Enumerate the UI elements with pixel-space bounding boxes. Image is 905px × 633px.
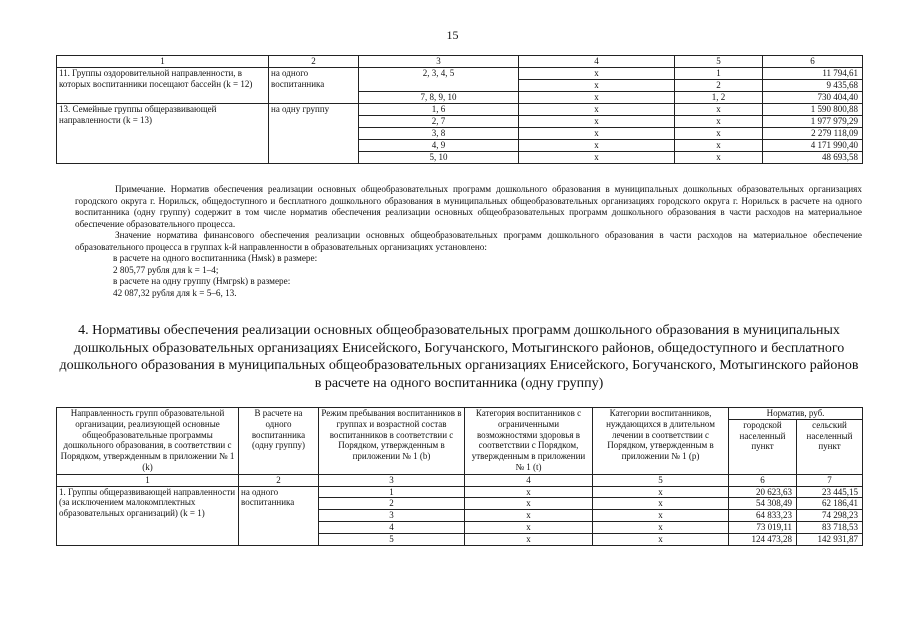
- unit-cell: на одного воспитанника: [239, 486, 319, 545]
- note-line: в расчете на одного воспитанника (Hмsk) в размере:: [113, 253, 318, 263]
- page-number: 15: [446, 28, 459, 42]
- treatment-cell: x: [593, 486, 729, 498]
- col-number: 5: [675, 56, 763, 68]
- col-number: 2: [269, 56, 359, 68]
- header-city: городской населенный пункт: [729, 419, 797, 474]
- treatment-cell: x: [675, 140, 763, 152]
- mode-cell: 4, 9: [359, 140, 519, 152]
- col-number: 4: [519, 56, 675, 68]
- mode-cell: 4: [319, 521, 465, 533]
- treatment-cell: 2: [675, 80, 763, 92]
- category-cell: x: [465, 498, 593, 510]
- col-number: 3: [359, 56, 519, 68]
- rural-norm-cell: 23 445,15: [797, 486, 863, 498]
- category-cell: x: [519, 68, 675, 80]
- mode-cell: 2: [319, 498, 465, 510]
- note-paragraph: Примечание. Норматив обеспечения реализации основных общеобразовательных программ дошкольного образования в муниципальных дошкольных образовательных организациях городского округа г. Норильск, общедоступного и бесплатного дошкольного образования в муниципальных общеобразовательных организациях городского округа г. Норильск в расчете на одного воспитанника (одну группу) содержит в том числе норматив обеспечения реализации основных общеобразовательных программ дошкольного образования в части расходов на материальное обеспечение образовательного процесса.: [75, 184, 862, 229]
- treatment-cell: 1: [675, 68, 763, 80]
- mode-cell: 3: [319, 510, 465, 522]
- treatment-cell: x: [593, 498, 729, 510]
- table-row: [57, 104, 863, 116]
- mode-cell: 5: [319, 533, 465, 545]
- category-cell: x: [519, 140, 675, 152]
- mode-cell: 3, 8: [359, 128, 519, 140]
- category-cell: x: [465, 521, 593, 533]
- table-row: [57, 68, 863, 80]
- category-cell: x: [519, 116, 675, 128]
- col-number: 6: [729, 474, 797, 486]
- category-cell: x: [519, 152, 675, 164]
- norm-cell: 9 435,68: [763, 80, 863, 92]
- treatment-cell: x: [593, 521, 729, 533]
- note-block: [75, 184, 862, 299]
- norm-cell: 4 171 990,40: [763, 140, 863, 152]
- col-number: 5: [593, 474, 729, 486]
- treatment-cell: x: [593, 510, 729, 522]
- treatment-cell: x: [675, 116, 763, 128]
- mode-cell: 1, 6: [359, 104, 519, 116]
- rural-norm-cell: 62 186,41: [797, 498, 863, 510]
- group-name: 1. Группы общеразвивающей направленности (за исключением малокомплектных образовательных организаций) (k = 1): [57, 486, 239, 545]
- category-cell: x: [519, 128, 675, 140]
- group-name: 11. Группы оздоровительной направленности, в которых воспитанники посещают бассейн (k = 12): [57, 68, 269, 104]
- city-norm-cell: 54 308,49: [729, 498, 797, 510]
- header-unit: В расчете на одного воспитанника (одну группу): [239, 408, 319, 475]
- treatment-cell: x: [675, 104, 763, 116]
- treatment-cell: x: [675, 152, 763, 164]
- category-cell: x: [465, 510, 593, 522]
- header-disability: Категория воспитанников с ограниченными возможностями здоровья в соответствии с Порядком, утвержденным в приложении № 1 (t): [465, 408, 593, 475]
- col-number: 1: [57, 474, 239, 486]
- col-number: 3: [319, 474, 465, 486]
- norm-cell: 11 794,61: [763, 68, 863, 80]
- mode-cell: 2, 7: [359, 116, 519, 128]
- rural-norm-cell: 142 931,87: [797, 533, 863, 545]
- note-line: 42 087,32 рубля для k = 5–6, 13.: [113, 287, 237, 298]
- header-mode: Режим пребывания воспитанников в группах и возрастной состав воспитанников в соответствии с Порядком, утвержденным в приложении № 1 (b): [319, 408, 465, 475]
- category-cell: x: [465, 533, 593, 545]
- rural-norm-cell: 74 298,23: [797, 510, 863, 522]
- group-name: 13. Семейные группы общеразвивающей направленности (k = 13): [57, 104, 269, 164]
- norm-table-continued: [56, 55, 863, 164]
- col-number: 6: [763, 56, 863, 68]
- norm-cell: 2 279 118,09: [763, 128, 863, 140]
- header-row: [57, 408, 863, 420]
- col-number: 2: [239, 474, 319, 486]
- city-norm-cell: 124 473,28: [729, 533, 797, 545]
- header-norm: Норматив, руб.: [729, 408, 863, 420]
- mode-cell: 2, 3, 4, 5: [359, 68, 519, 92]
- category-cell: x: [465, 486, 593, 498]
- column-number-row: [57, 474, 863, 486]
- norm-cell: 1 590 800,88: [763, 104, 863, 116]
- category-cell: x: [519, 92, 675, 104]
- header-direction: Направленность групп образовательной организации, реализующей основные общеобразовательные программы дошкольного образования, в соответствии с Порядком, утвержденным в приложении № 1 (k): [57, 408, 239, 475]
- mode-cell: 7, 8, 9, 10: [359, 92, 519, 104]
- treatment-cell: 1, 2: [675, 92, 763, 104]
- col-number: 1: [57, 56, 269, 68]
- column-number-row: [57, 56, 863, 68]
- norm-cell: 1 977 979,29: [763, 116, 863, 128]
- note-paragraph: Значение норматива финансового обеспечения реализации основных общеобразовательных программ дошкольного образования в части расходов на материальное обеспечение образовательного процесса в группах k-й направленности в образовательных организациях установлено:: [75, 230, 862, 252]
- city-norm-cell: 73 019,11: [729, 521, 797, 533]
- norm-cell: 730 404,40: [763, 92, 863, 104]
- category-cell: x: [519, 80, 675, 92]
- treatment-cell: x: [593, 533, 729, 545]
- category-cell: x: [519, 104, 675, 116]
- note-line: 2 805,77 рубля для k = 1–4;: [113, 264, 219, 275]
- mode-cell: 1: [319, 486, 465, 498]
- norm-table-section4: [56, 407, 863, 546]
- treatment-cell: x: [675, 128, 763, 140]
- header-treatment: Категории воспитанников, нуждающихся в длительном лечении в соответствии с Порядком, утвержденным в приложении № 1 (p): [593, 408, 729, 475]
- unit-cell: на одного воспитанника: [269, 68, 359, 104]
- table-row: [57, 486, 863, 498]
- header-rural: сельский населенный пункт: [797, 419, 863, 474]
- city-norm-cell: 64 833,23: [729, 510, 797, 522]
- city-norm-cell: 20 623,63: [729, 486, 797, 498]
- unit-cell: на одну группу: [269, 104, 359, 164]
- col-number: 4: [465, 474, 593, 486]
- col-number: 7: [797, 474, 863, 486]
- norm-cell: 48 693,58: [763, 152, 863, 164]
- note-line: в расчете на одну группу (Hмгрsk) в размере:: [113, 276, 291, 286]
- section-heading: 4. Нормативы обеспечения реализации основных общеобразовательных программ дошкольного образования в муниципальных дошкольных образовательных организациях Енисейского, Богучанского, Мотыгинского районов, общедоступного и бесплатного дошкольного образования в муниципальных общеобразовательных организациях Енисейского, Богучанского, Мотыгинского районов в расчете на одного воспитанника (одну группу): [59, 323, 859, 391]
- mode-cell: 5, 10: [359, 152, 519, 164]
- rural-norm-cell: 83 718,53: [797, 521, 863, 533]
